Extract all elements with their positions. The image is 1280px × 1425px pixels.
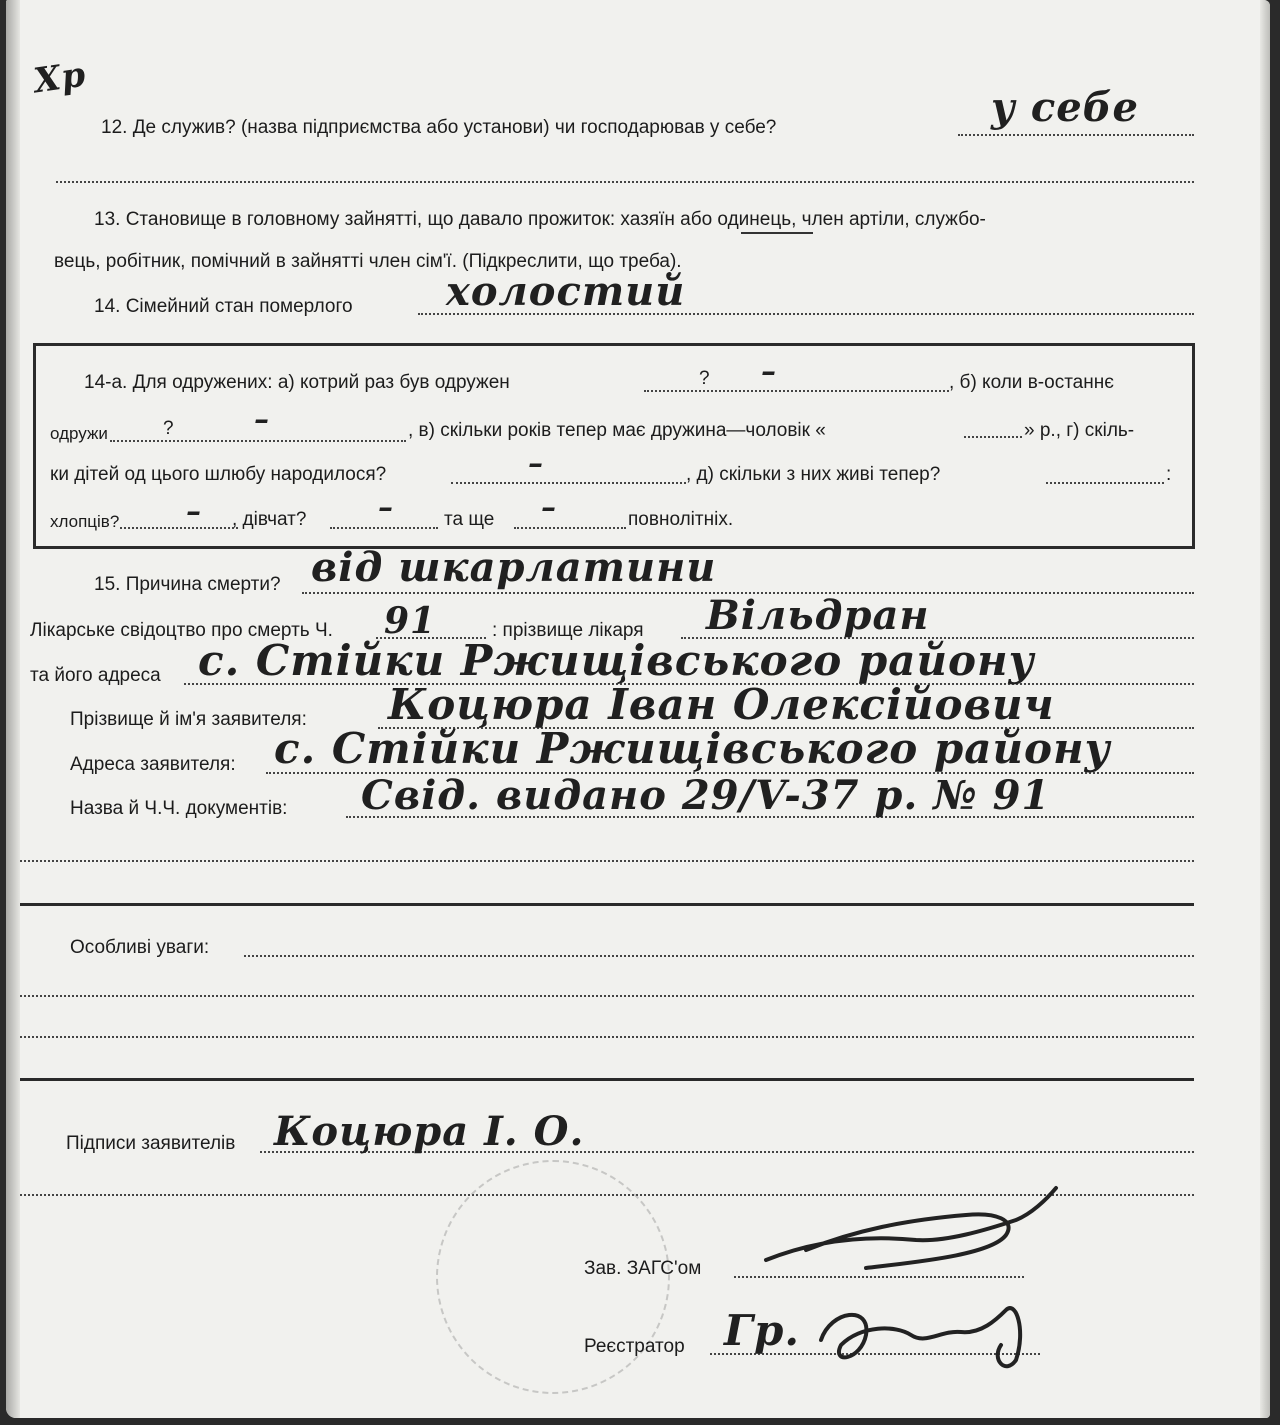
head-label: Зав. ЗАГС'ом	[584, 1258, 702, 1279]
q14a-more-label: та ще	[444, 509, 495, 530]
q14a-children-blank	[451, 482, 686, 484]
applicant-addr-label: Адреса заявителя:	[70, 754, 236, 775]
document-page	[6, 0, 1270, 1418]
q14a-line1-blank	[644, 390, 949, 392]
q14a-line2-rest: , в) скільки років тепер має дружина—чоловік «	[408, 420, 826, 441]
q14a-girls-blank	[330, 527, 438, 529]
q14a-line2-dash: –	[254, 402, 270, 437]
q14a-line1-q: ?	[699, 368, 710, 389]
notes-label: Особливі уваги:	[70, 937, 210, 958]
q12-answer-line	[958, 134, 1194, 136]
q14a-line3-colon: :	[1166, 464, 1172, 485]
q14a-girls-dash: –	[378, 490, 394, 525]
doctor-name: Вільдран	[706, 592, 930, 639]
q14a-line1-label: 14-а. Для одружених: а) котрий раз був одружен	[84, 372, 510, 393]
doctor-name-label: : прізвище лікаря	[492, 620, 644, 641]
notes-line-1	[244, 955, 1194, 957]
q14a-line2-end: » р., г) скіль-	[1024, 420, 1135, 441]
q14a-wife-age-blank	[964, 436, 1022, 438]
q14a-line4-boys-label: хлопців?	[50, 512, 120, 531]
q14a-line1-dash: –	[761, 354, 777, 389]
q13-line1: 13. Становище в головному зайнятті, що давало прожиток: хазяїн або одинець, член артіли, службо-	[94, 209, 986, 230]
margin-note: Хр	[31, 54, 89, 102]
notes-line-3	[20, 1036, 1194, 1038]
registrar-signature: Гр.	[724, 1306, 800, 1355]
q12-extra-line	[56, 181, 1194, 183]
applicant-name: Коцюра Іван Олексійович	[388, 680, 1055, 729]
doctor-addr-label: та його адреса	[30, 665, 161, 686]
q14a-line2-label: одружи	[50, 424, 108, 443]
q14a-adults-label: повнолітніх.	[628, 509, 734, 530]
notes-line-2	[20, 995, 1194, 997]
section-rule-2	[20, 1078, 1194, 1081]
q14a-line3-label: ки дітей од цього шлюбу народилося?	[50, 464, 387, 485]
q14-answer: холостий	[446, 268, 686, 315]
q14a-more-blank	[514, 527, 626, 529]
page-right-edge	[1260, 0, 1270, 1418]
registrar-label: Реєстратор	[584, 1336, 685, 1357]
q14a-boys-dash: –	[186, 494, 202, 529]
section-rule-1	[20, 903, 1194, 906]
q15-label: 15. Причина смерти?	[94, 574, 281, 595]
q12-answer: у себе	[991, 84, 1139, 131]
q14a-line2-q: ?	[163, 418, 174, 439]
applicant-addr: с. Стійки Ржищівського району	[274, 724, 1111, 773]
q12-label: 12. Де служив? (назва підприємства або установи) чи господарював у себе?	[101, 117, 777, 138]
doctor-cert-number: 91	[384, 600, 437, 642]
q14-label: 14. Сімейний стан померлого	[94, 296, 353, 317]
q14a-boys-blank	[120, 527, 238, 529]
page-binding-edge	[6, 0, 20, 1418]
doctor-cert-label: Лікарське свідоцтво про смерть Ч.	[30, 620, 333, 641]
head-signature-scribble	[746, 1180, 1066, 1290]
applicant-docs: Свід. видано 29/V-37 р. № 91	[361, 772, 1051, 819]
q14a-line2-blank	[110, 440, 406, 442]
extra-line-1	[20, 860, 1194, 862]
q14a-girls-label: , дівчат?	[232, 509, 307, 530]
q14a-line3-dash: –	[528, 446, 544, 481]
q13-underline-mark	[741, 232, 813, 234]
q14a-more-dash: –	[541, 490, 557, 525]
q15-answer: від шкарлатини	[311, 544, 717, 591]
doctor-addr: с. Стійки Ржищівського району	[198, 636, 1035, 685]
q14a-line1-rest: , б) коли в-останнє	[949, 372, 1114, 393]
q14a-alive-blank	[1046, 482, 1164, 484]
registrar-signature-scribble	[801, 1290, 1051, 1380]
q13-line2: вець, робітник, помічний в зайнятті член сім'ї. (Підкреслити, що треба).	[54, 251, 682, 272]
q14a-line3-rest: , д) скільки з них живі тепер?	[686, 464, 941, 485]
applicant-docs-label: Назва й Ч.Ч. документів:	[70, 798, 288, 819]
applicant-signature-label: Підписи заявителів	[66, 1133, 236, 1154]
applicant-name-label: Прізвище й ім'я заявителя:	[70, 709, 307, 730]
applicant-signature: Коцюра І. О.	[274, 1108, 585, 1155]
